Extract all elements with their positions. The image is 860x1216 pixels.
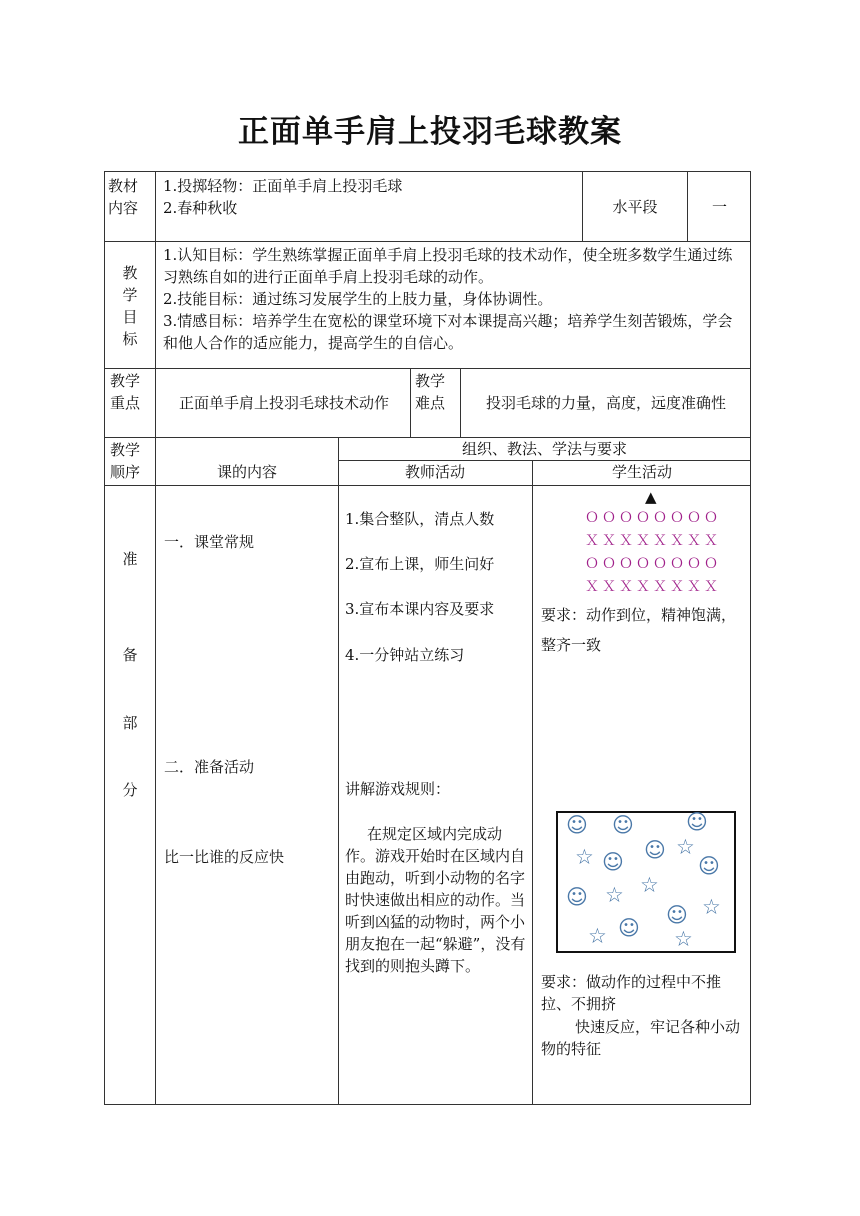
goal-skill: 2.技能目标：通过练习发展学生的上肢力量，身体协调性。 [163, 290, 553, 308]
smiley-icon: ☺ [644, 838, 666, 862]
teacher-step-4: 4.一分钟站立练习 [345, 646, 465, 664]
teacher-step-3: 3.宣布本课内容及要求 [345, 600, 495, 618]
org-header: 组织、教法、学法与要求 [461, 440, 627, 458]
teacher-step-1: 1.集合整队，清点人数 [345, 510, 495, 528]
teacher-game-title: 讲解游戏规则： [345, 780, 451, 798]
teacher-header: 教师活动 [404, 463, 465, 481]
content-game: 比一比谁的反应快 [164, 848, 285, 866]
difficulty-label: 教学难点 [415, 372, 446, 412]
smiley-icon: ☺ [698, 854, 720, 878]
smiley-icon: ☺ [666, 903, 688, 927]
material-item-1: 1.投掷轻物：正面单手肩上投羽毛球 [163, 177, 403, 195]
formation-row-1: ＯＯＯＯＯＯＯＯ [585, 510, 721, 526]
col-divider [338, 437, 339, 1105]
star-icon: ☆ [575, 845, 594, 869]
content-routine: 一．课堂常规 [164, 533, 255, 551]
smiley-icon: ☺ [686, 810, 708, 834]
student-requirement-2: 要求：做动作的过程中不推拉、不拥挤 [541, 973, 722, 1013]
prep-char-3: 部 [122, 714, 138, 732]
focus-text: 正面单手肩上投羽毛球技术动作 [178, 394, 389, 412]
student-header: 学生活动 [611, 463, 672, 481]
goal-affective: 3.情感目标：培养学生在宽松的课堂环境下对本课提高兴趣；培养学生刻苦锻炼，学会和他人合作的适应能力，提高学生的自信心。 [163, 312, 733, 352]
order-header: 教学顺序 [110, 441, 141, 481]
formation-row-4: ＸＸＸＸＸＸＸＸ [585, 579, 721, 595]
content-header: 课的内容 [216, 463, 277, 481]
prep-char-2: 备 [122, 646, 138, 664]
star-icon: ☆ [588, 924, 607, 948]
triangle-icon: ▲ [645, 488, 657, 506]
col-divider [410, 368, 411, 437]
goal-cognitive: 1.认知目标：学生熟练掌握正面单手肩上投羽毛球的技术动作，使全班多数学生通过练习熟练自如的进行正面单手肩上投羽毛球的动作。 [163, 246, 733, 286]
level-label: 水平段 [612, 198, 658, 216]
row-divider [104, 241, 751, 242]
smiley-icon: ☺ [602, 850, 624, 874]
material-label: 教材内容 [108, 177, 139, 217]
star-icon: ☆ [605, 883, 624, 907]
col-divider [460, 368, 461, 437]
material-item-2: 2.春种秋收 [163, 199, 238, 217]
content-warmup: 二．准备活动 [164, 758, 255, 776]
star-icon: ☆ [676, 835, 695, 859]
star-icon: ☆ [702, 895, 721, 919]
smiley-icon: ☺ [566, 813, 588, 837]
prep-char-1: 准 [122, 550, 138, 568]
star-icon: ☆ [674, 927, 693, 951]
smiley-icon: ☺ [566, 885, 588, 909]
formation-row-3: ＯＯＯＯＯＯＯＯ [585, 556, 721, 572]
prep-char-4: 分 [122, 781, 138, 799]
teacher-step-2: 2.宣布上课，师生问好 [345, 555, 495, 573]
focus-label: 教学重点 [110, 372, 141, 412]
formation-row-2: ＸＸＸＸＸＸＸＸ [585, 533, 721, 549]
page-title: 正面单手肩上投羽毛球教案 [238, 114, 622, 150]
teacher-game-text: 在规定区域内完成动作。游戏开始时在区域内自由跑动，听到小动物的名字时快速做出相应的动作。当听到凶猛的动物时，两个小朋友抱在一起“躲避”，没有找到的则抱头蹲下。 [345, 825, 526, 975]
difficulty-text: 投羽毛球的力量，高度，远度准确性 [485, 394, 726, 412]
level-value: 一 [711, 198, 727, 216]
star-icon: ☆ [640, 873, 659, 897]
smiley-icon: ☺ [612, 813, 634, 837]
row-divider [104, 368, 751, 369]
student-requirement-1: 要求：动作到位，精神饱满，整齐一致 [541, 606, 737, 654]
col-divider [532, 460, 533, 1105]
smiley-icon: ☺ [618, 916, 640, 940]
goals-label: 教 学 目 标 [122, 264, 138, 348]
student-requirement-3: 快速反应，牢记各种小动物的特征 [541, 1018, 741, 1058]
goals-list [163, 244, 745, 354]
